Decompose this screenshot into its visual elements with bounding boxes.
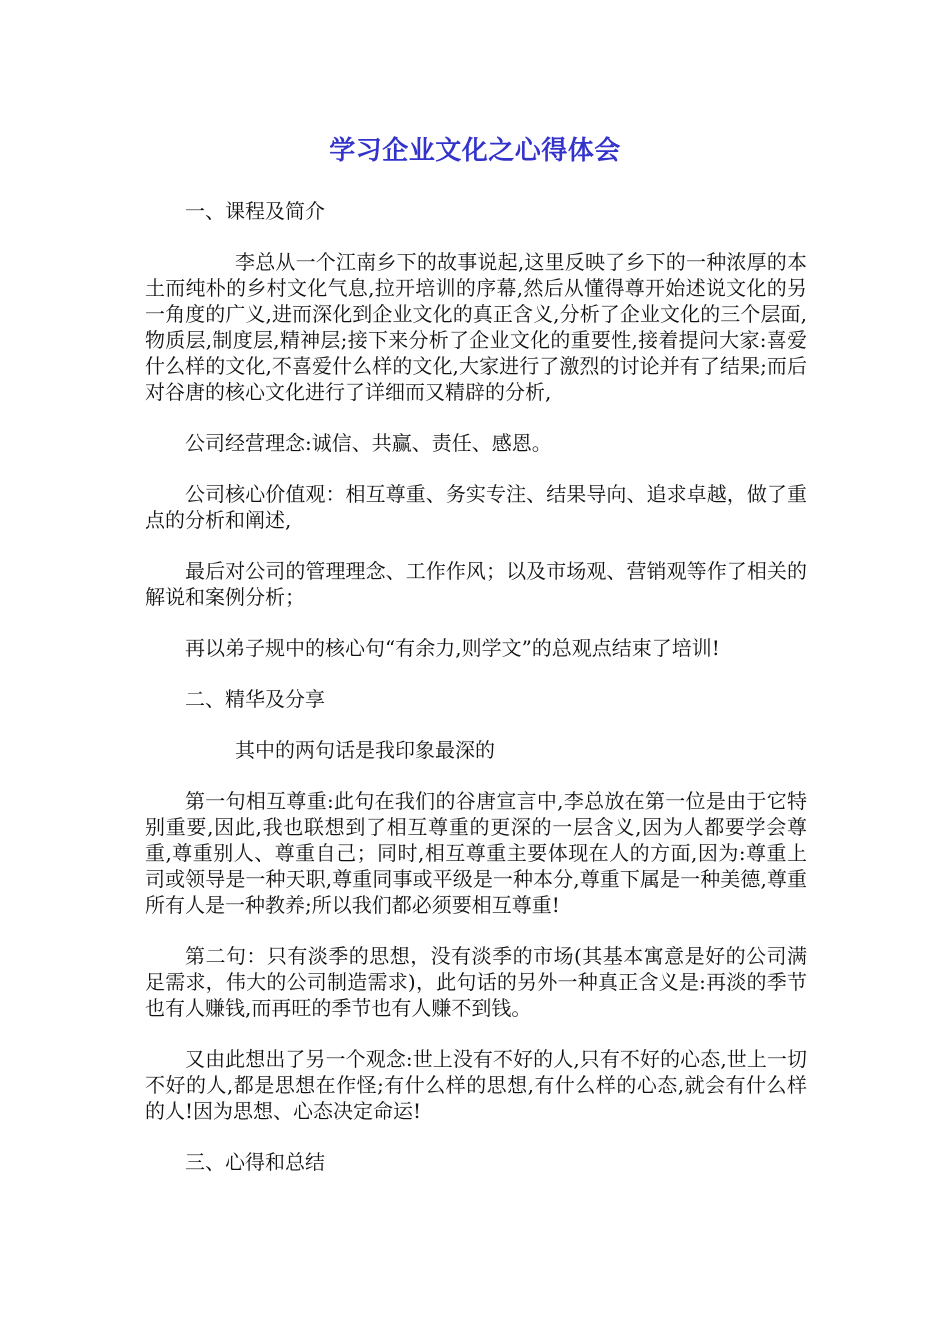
paragraph-first-sentence: 第一句相互尊重:此句在我们的谷唐宣言中,李总放在第一位是由于它特别重要,因此,我也联想到了相互尊重的更深的一层含义,因为人都要学会尊重,尊重别人、尊重自己；同时,相互尊重主要体现在人的方面,因为:尊重上司或领导是一种天职,尊重同事或平级是一种本分,尊重下属是一种美德,尊重所有人是一种教养;所以我们都必须要相互尊重! bbox=[145, 789, 807, 917]
document-title: 学习企业文化之心得体会 bbox=[329, 136, 621, 166]
paragraph-story: 李总从一个江南乡下的故事说起,这里反映了乡下的一种浓厚的本土而纯朴的乡村文化气息,拉开培训的序幕,然后从懂得尊开始述说文化的另一角度的广义,进而深化到企业文化的真正含义,分析了企业文化的三个层面,物质层,制度层,精神层;接下来分析了企业文化的重要性,接着提问大家:喜爱什么样的文化,不喜爱什么样的文化,大家进行了激烈的讨论并有了结果;而后对谷唐的核心文化进行了详细而又精辟的分析, bbox=[145, 250, 807, 404]
paragraph-business-philosophy: 公司经营理念:诚信、共赢、责任、感恩。 bbox=[185, 431, 552, 455]
paragraph-two-sentences: 其中的两句话是我印象最深的 bbox=[235, 738, 495, 762]
paragraph-second-sentence: 第二句：只有淡季的思想，没有淡季的市场(其基本寓意是好的公司满足需求，伟大的公司制造需求)，此句话的另外一种真正含义是:再淡的季节也有人赚钱,而再旺的季节也有人赚不到钱。 bbox=[145, 944, 807, 1020]
paragraph-mindset: 又由此想出了另一个观念:世上没有不好的人,只有不好的心态,世上一切不好的人,都是思想在作怪;有什么样的思想,有什么样的心态,就会有什么样的人!因为思想、心态决定命运! bbox=[145, 1047, 807, 1123]
section-heading-intro: 一、课程及简介 bbox=[185, 199, 325, 223]
paragraph-management: 最后对公司的管理理念、工作作风；以及市场观、营销观等作了相关的解说和案例分析； bbox=[145, 559, 807, 609]
document-body bbox=[145, 198, 807, 1200]
paragraph-core-values: 公司核心价值观：相互尊重、务实专注、结果导向、追求卓越，做了重点的分析和阐述, bbox=[145, 482, 807, 532]
section-heading-summary: 三、心得和总结 bbox=[185, 1150, 325, 1174]
section-heading-highlights: 二、精华及分享 bbox=[185, 687, 325, 711]
paragraph-conclusion-quote: 再以弟子规中的核心句“有余力,则学文”的总观点结束了培训! bbox=[185, 636, 720, 660]
